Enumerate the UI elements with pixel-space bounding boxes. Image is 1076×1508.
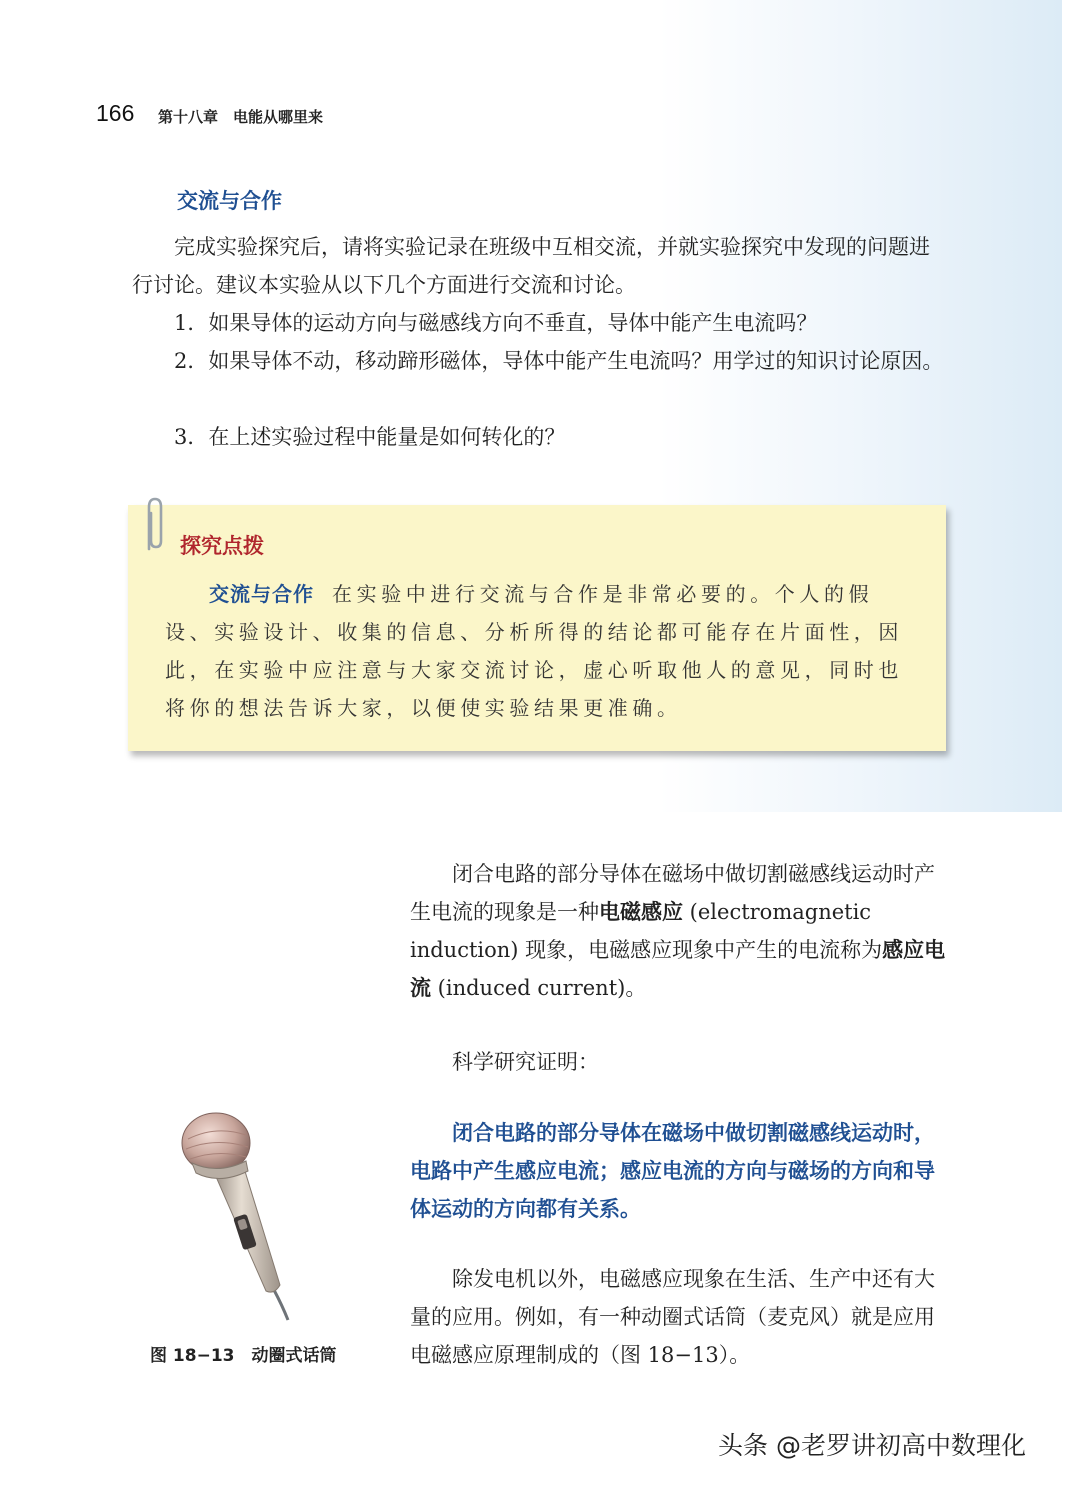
definition-text-a: 闭合电路的部分导体在磁场中做切割磁感线运动时产生电流的现象是一种 xyxy=(410,862,935,924)
section-intro: 完成实验探究后，请将实验记录在班级中互相交流，并就实验探究中发现的问题进行讨论。建议本实验从以下几个方面进行交流和讨论。 xyxy=(132,235,930,297)
section-title: 交流与合作 xyxy=(177,188,282,213)
chapter-title: 第十八章 电能从哪里来 xyxy=(158,108,324,126)
figure-caption: 图 18−13 动圈式话筒 xyxy=(150,1346,337,1366)
tip-note-body xyxy=(165,575,915,727)
list-item-2: 2．如果导体不动，移动蹄形磁体，导体中能产生电流吗？用学过的知识讨论原因。 xyxy=(174,349,944,373)
list-item-1: 1．如果导体的运动方向与磁感线方向不垂直，导体中能产生电流吗？ xyxy=(174,311,818,335)
tip-note-lead: 交流与合作 xyxy=(209,582,314,606)
term-induced-current: 感应电流 xyxy=(410,938,946,1000)
definition-text-b: (electromagnetic induction) 现象，电磁感应现象中产生的电流称为 xyxy=(410,900,883,962)
research-intro: 科学研究证明： xyxy=(452,1050,599,1074)
application-paragraph: 除发电机以外，电磁感应现象在生活、生产中还有大量的应用。例如，有一种动圈式话筒（麦克风）就是应用电磁感应原理制成的（图 18−13）。 xyxy=(410,1267,935,1367)
tip-note-text: 在实验中进行交流与合作是非常必要的。个人的假设、实验设计、收集的信息、分析所得的结论都可能存在片面性，因此，在实验中应注意与大家交流讨论，虚心听取他人的意见，同时也将你的想法告诉大家，以便使实验结果更准确。 xyxy=(165,582,903,720)
watermark: 头条 @老罗讲初高中数理化 xyxy=(718,1431,1026,1460)
definition-text-c: (induced current)。 xyxy=(431,976,647,1000)
term-electromagnetic-induction: 电磁感应 xyxy=(599,900,683,924)
key-conclusion: 闭合电路的部分导体在磁场中做切割磁感线运动时，电路中产生感应电流；感应电流的方向与磁场的方向和导体运动的方向都有关系。 xyxy=(410,1120,935,1221)
definition-paragraph xyxy=(410,855,946,1007)
microphone-icon xyxy=(170,1105,320,1325)
tip-note-title: 探究点拨 xyxy=(180,534,264,558)
paperclip-icon xyxy=(140,495,168,555)
page-number: 166 xyxy=(96,100,135,126)
list-item-3: 3．在上述实验过程中能量是如何转化的？ xyxy=(174,425,566,449)
